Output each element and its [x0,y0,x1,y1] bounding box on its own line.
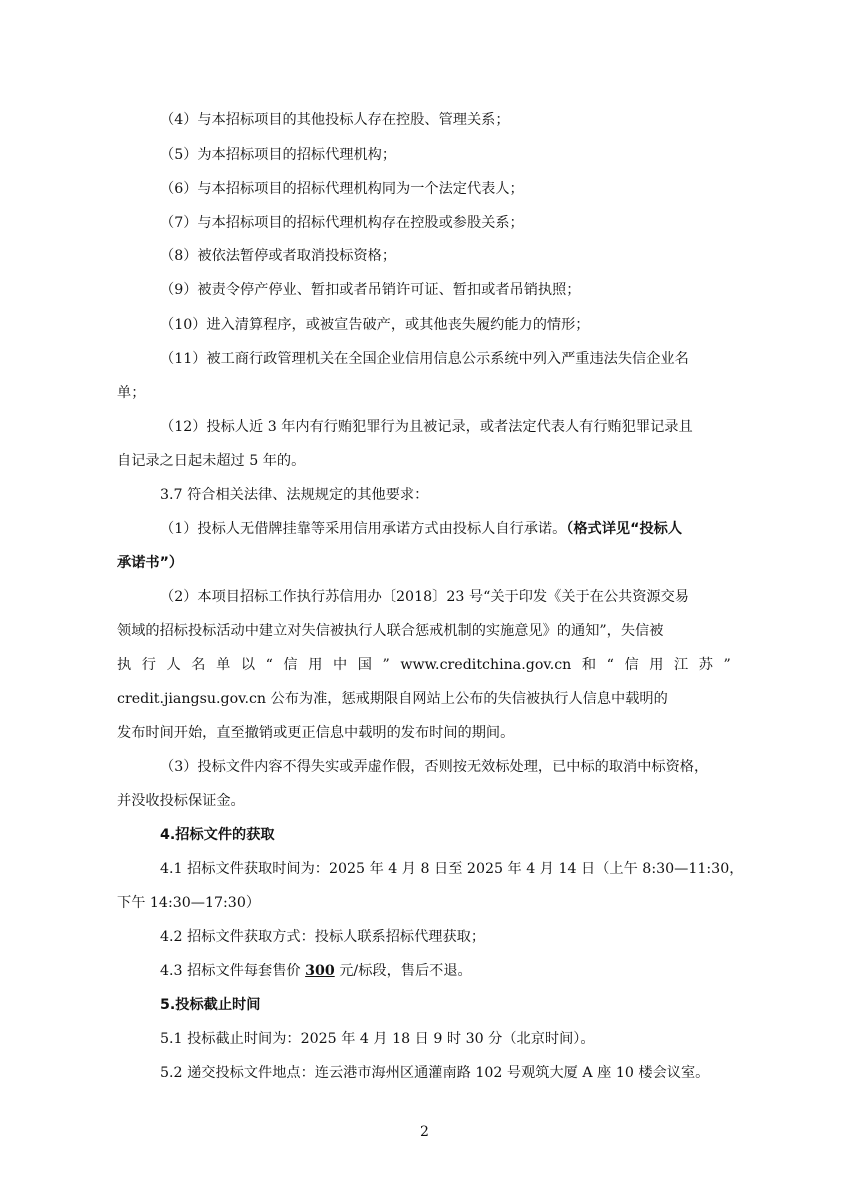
justified-token: 和 [581,657,597,673]
justified-token: 人 [166,657,181,673]
section-5-2: 5.2 递交投标文件地点：连云港市海州区通灌南路 102 号观筑大厦 A 座 10 楼会议室。 [160,1065,710,1081]
section-4-2: 4.2 招标文件获取方式：投标人联系招标代理获取； [160,929,486,945]
justified-token: ” [723,657,731,673]
item-9: （9）被责令停产停业、暂扣或者吊销许可证、暂扣或者吊销执照； [160,282,581,298]
item-12-line-1: （12）投标人近 3 年内有行贿犯罪行为且被记录，或者法定代表人有行贿犯罪记录且 [160,419,693,435]
justified-token: 国 [357,657,372,673]
justified-token: “ [606,657,614,673]
price-value: 300 [305,963,335,979]
item-5: （5）为本招标项目的招标代理机构； [160,147,397,163]
justified-token: 名 [191,657,206,673]
section-3-7-item-2-line-2: 领域的招标投标活动中建立对失信被执行人联合惩戒机制的实施意见》的通知”，失信被 [117,623,664,639]
section-3-7-item-1-line-1 [160,519,682,539]
justified-token: 信 [283,657,298,673]
item-4: （4）与本招标项目的其他投标人存在控股、管理关系； [160,112,510,128]
justified-token: 用 [649,657,664,673]
section-3-7-item-2-line-5: 发布时间开始，直至撤销或更正信息中载明的发布时间的期间。 [117,725,515,741]
item-6: （6）与本招标项目的招标代理机构同为一个法定代表人； [160,181,524,197]
section-4-1-line-1: 4.1 招标文件获取时间为：2025 年 4 月 8 日至 2025 年 4 月 14 日（上午 8:30—11:30， [160,861,744,877]
item-10: （10）进入清算程序，或被宣告破产，或其他丧失履约能力的情形； [160,317,590,333]
item-7: （7）与本招标项目的招标代理机构存在控股或参股关系； [160,215,524,231]
page-number: 2 [420,1124,429,1140]
justified-token: 单 [216,657,231,673]
section-4-3 [160,961,472,981]
justified-token: 中 [332,657,348,673]
justified-token: 执 [117,657,132,673]
justified-token: 苏 [698,657,713,673]
section-3-7-item-2-line-4: credit.jiangsu.gov.cn 公布为准，惩戒期限自网站上公布的失信被执行人信息中载明的 [117,691,668,707]
section-3-7-item-2-line-1: （2）本项目招标工作执行苏信用办〔2018〕23 号“关于印发《关于在公共资源交易 [160,589,689,605]
item-8: （8）被依法暂停或者取消投标资格； [160,248,397,264]
price-prefix: 4.3 招标文件每套售价 [160,963,306,979]
section-3-7-item-3-line-1: （3）投标文件内容不得失实或弄虚作假，否则按无效标处理，已中标的取消中标资格， [160,759,709,775]
price-suffix: 元/标段，售后不退。 [334,963,472,979]
section-5-1: 5.1 投标截止时间为：2025 年 4 月 18 日 9 时 30 分（北京时间）。 [160,1031,595,1047]
justified-token: www.creditchina.gov.cn [400,657,572,673]
justified-token: 行 [141,657,156,673]
justified-token: 江 [673,657,689,673]
justified-token: 用 [308,657,323,673]
section-4-heading: 4.招标文件的获取 [160,827,275,843]
justified-token: 以 [240,657,256,673]
item-1-note: （格式详见“投标人 [566,521,683,537]
item-11-line-1: （11）被工商行政管理机关在全国企业信用信息公示系统中列入严重违法失信企业名 [160,351,689,367]
justified-token: 信 [624,657,639,673]
section-3-7-heading: 3.7 符合相关法律、法规规定的其他要求： [160,487,429,503]
section-5-heading: 5.投标截止时间 [160,997,261,1013]
item-11-line-2: 单； [117,385,146,401]
section-3-7-item-3-line-2: 并没收投标保证金。 [117,793,245,809]
section-3-7-item-1-line-2: 承诺书”） [117,555,184,571]
item-12-line-2: 自记录之日起未超过 5 年的。 [117,453,306,469]
section-4-1-line-2: 下午 14:30—17:30） [117,895,261,911]
justified-token: “ [265,657,273,673]
section-3-7-item-2-line-3 [117,655,731,675]
justified-token: ” [382,657,390,673]
item-1-text: （1）投标人无借牌挂靠等采用信用承诺方式由投标人自行承诺。 [160,521,567,537]
